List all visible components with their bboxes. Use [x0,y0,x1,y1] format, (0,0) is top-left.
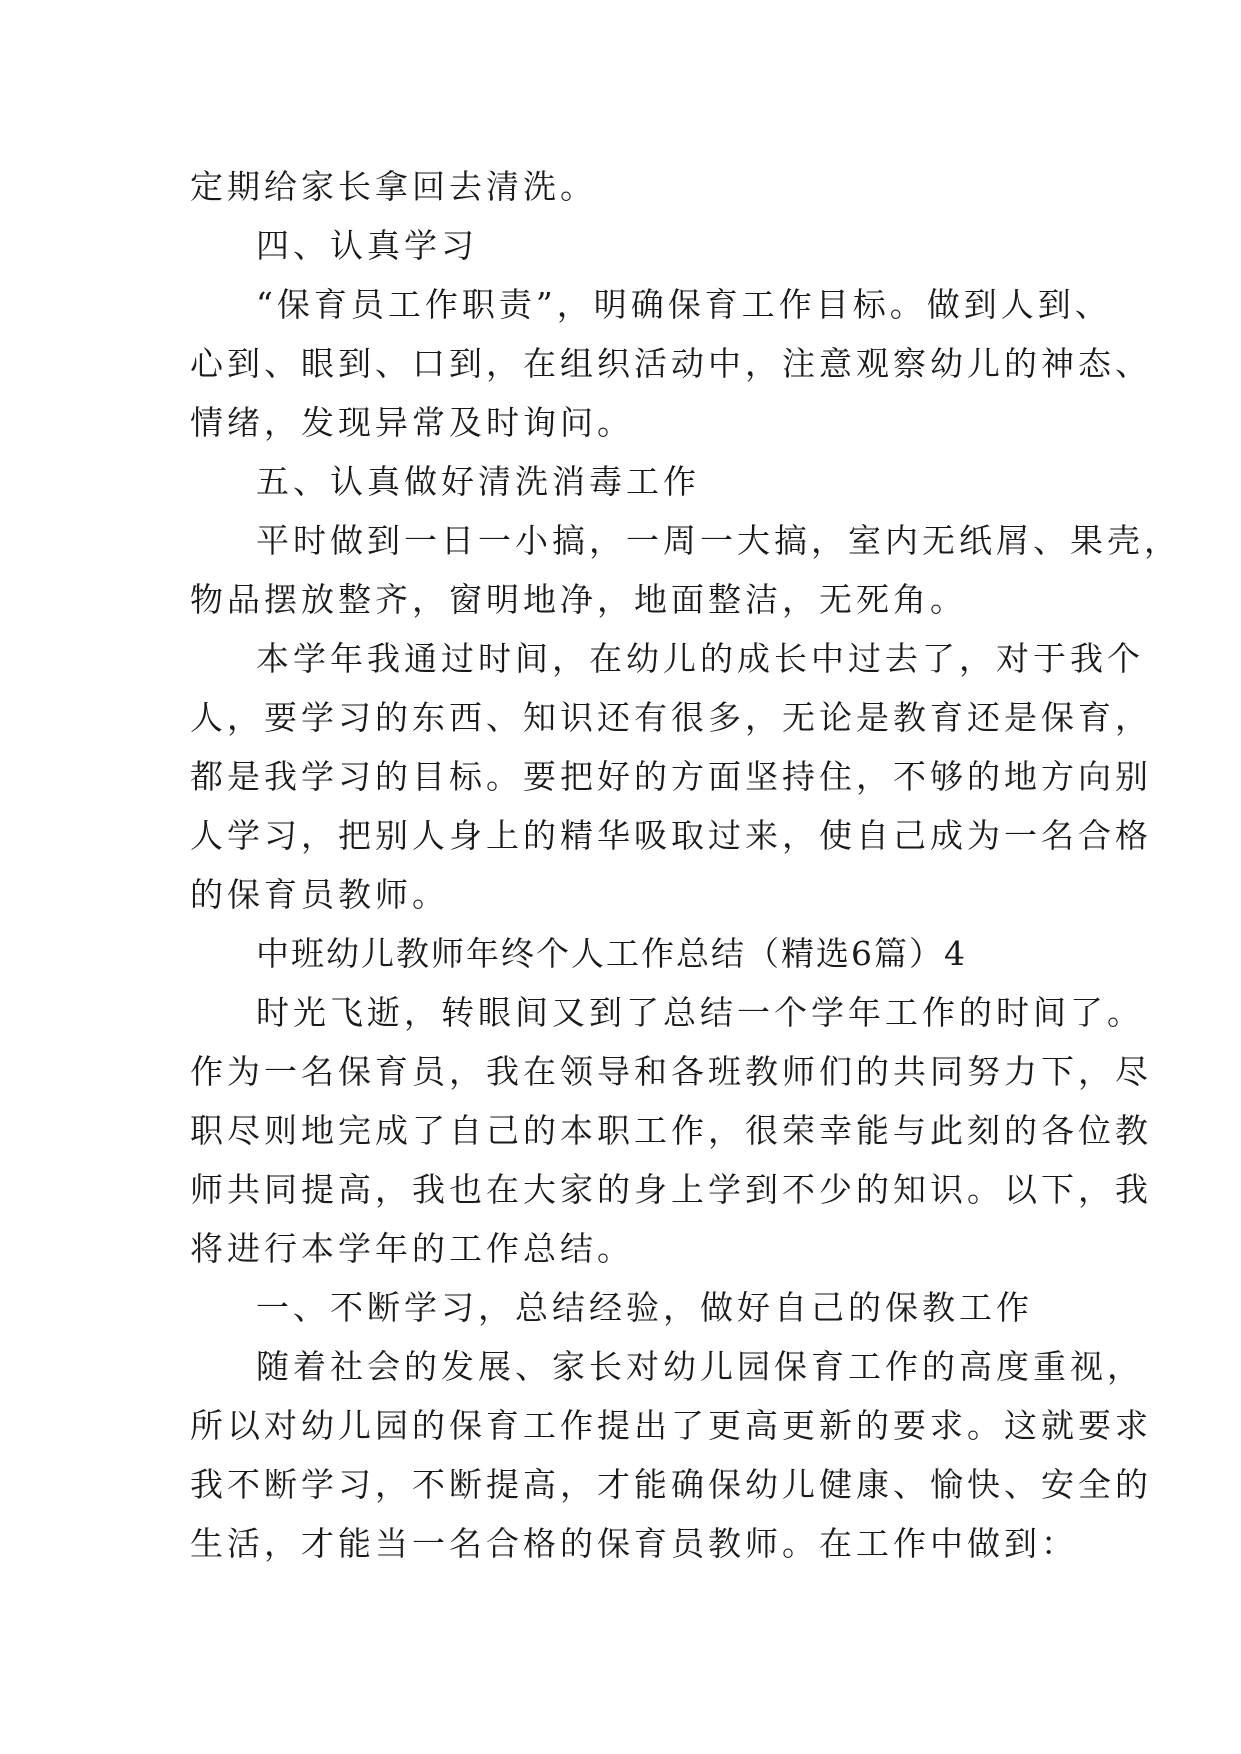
text-line: 物品摆放整齐，窗明地净，地面整洁，无死角。 [190,580,967,619]
text-line: 定期给家长拿回去清洗。 [190,167,597,206]
text-line: 时光飞逝，转眼间又到了总结一个学年工作的时间了。 [256,993,1144,1032]
section-heading: 一、不断学习，总结经验，做好自己的保教工作 [256,1288,1033,1327]
text-line: 将进行本学年的工作总结。 [190,1229,634,1268]
text-line: 作为一名保育员，我在领导和各班教师们的共同努力下，尽 [190,1052,1152,1091]
text-line: 平时做到一日一小搞，一周一大搞，室内无纸屑、果壳， [256,521,1181,560]
text-line: 职尽则地完成了自己的本职工作，很荣幸能与此刻的各位教 [190,1111,1152,1150]
text-line: 的保育员教师。 [190,875,449,914]
text-line: 师共同提高，我也在大家的身上学到不少的知识。以下，我 [190,1170,1152,1209]
text-line: 我不断学习，不断提高，才能确保幼儿健康、愉快、安全的 [190,1465,1152,1504]
document-body [190,157,1181,1573]
text-line: 本学年我通过时间，在幼儿的成长中过去了，对于我个 [256,639,1144,678]
section-heading: 四、认真学习 [256,226,478,265]
text-line: 都是我学习的目标。要把好的方面坚持住，不够的地方向别 [190,757,1152,796]
text-line: 生活，才能当一名合格的保育员教师。在工作中做到： [190,1524,1078,1563]
text-line: “保育员工作职责”，明确保育工作目标。做到人到、 [256,285,1112,324]
text-line: 随着社会的发展、家长对幼儿园保育工作的高度重视， [256,1347,1144,1386]
text-line: 人学习，把别人身上的精华吸取过来，使自己成为一名合格 [190,816,1152,855]
article-title: 中班幼儿教师年终个人工作总结（精选6篇）4 [256,934,967,973]
text-line: 人，要学习的东西、知识还有很多，无论是教育还是保育， [190,698,1152,737]
section-heading: 五、认真做好清洗消毒工作 [256,462,700,501]
text-line: 所以对幼儿园的保育工作提出了更高更新的要求。这就要求 [190,1406,1152,1445]
text-line: 情绪，发现异常及时询问。 [190,403,634,442]
text-line: 心到、眼到、口到，在组织活动中，注意观察幼儿的神态、 [190,344,1152,383]
